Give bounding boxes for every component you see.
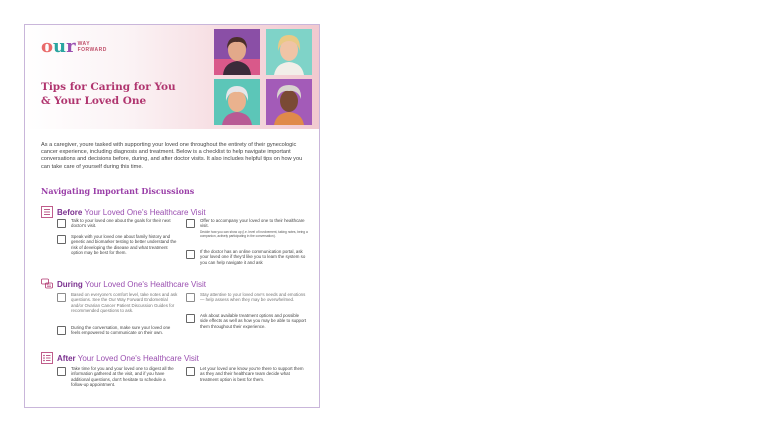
section-heading: Navigating Important Discussions — [41, 186, 195, 196]
checklist-item-text: Talk to your loved one about the goals for their next doctor's visit. — [71, 218, 171, 229]
checklist-item[interactable] — [57, 218, 179, 229]
checkbox[interactable] — [57, 367, 66, 376]
our-way-forward-logo — [41, 37, 107, 57]
checkbox[interactable] — [186, 219, 195, 228]
logo-forward: FORWARD — [77, 47, 107, 53]
checkbox[interactable] — [57, 219, 66, 228]
before-title: Your Loved One's Healthcare Visit — [82, 207, 206, 217]
intro-paragraph: As a caregiver, youre tasked with supporting your loved one throughout the entirety of their gynecologic cancer experience, including diagnosis and treatment. Below is a checklist to help navigate important conversations and decisions before, during, and after doctor visits. It also includes helpful tips on how you can take care of yourself during this time. — [41, 142, 303, 170]
page-title-line2: & Your Loved One — [41, 95, 147, 107]
checklist-icon — [41, 206, 53, 218]
page-title — [41, 80, 201, 108]
checklist-item[interactable] — [186, 249, 308, 271]
checklist-item-note: Decide how you can show up (i.e. level of involvement, taking notes, being a companion, actively participating in the conversation). — [200, 229, 308, 238]
checklist-item-text: If the doctor has an online communication portal, ask your loved one if they'd like you to learn the system so you can help navigate it and ask — [200, 249, 306, 265]
page-title-line1: Tips for Caring for You — [41, 81, 176, 93]
before-visit-heading — [41, 206, 206, 218]
portrait-woman-curly-hair — [266, 79, 312, 125]
checklist-item[interactable] — [57, 234, 179, 256]
before-label: Before — [57, 207, 83, 217]
checklist-item[interactable] — [186, 366, 308, 382]
checklist-item-text: Offer to accompany your loved one to their healthcare visit. — [200, 218, 305, 229]
checklist-item-text: Take time for you and your loved one to digest all the information gathered at the visit, and if you have additional questions, don't hesitate to schedule a follow-up appointment. — [71, 366, 174, 388]
checklist-item[interactable] — [186, 292, 308, 303]
header-banner — [25, 25, 319, 129]
checklist-item[interactable] — [57, 366, 179, 388]
checklist-item-text: Let your loved one know you're there to support them as they and their healthcare team decide what treatment option is best for them. — [200, 366, 304, 382]
checkbox[interactable] — [186, 250, 195, 259]
after-label: After — [57, 353, 76, 363]
checklist-item[interactable] — [186, 218, 308, 238]
checklist-item-text: Ask about available treatment options and possible side effects as well as how you may be able to support them throughout their experience. — [200, 313, 307, 329]
checkbox[interactable] — [186, 314, 195, 323]
document-page — [24, 24, 320, 408]
portrait-woman-blonde — [266, 29, 312, 75]
checklist-item-text: During the conversation, make sure your loved one feels empowered to communicate on their own. — [71, 325, 171, 336]
during-visit-heading — [41, 278, 206, 290]
portrait-woman-short-hair — [214, 29, 260, 75]
logo-way: WAY — [77, 41, 91, 47]
checkbox[interactable] — [57, 293, 66, 302]
checkbox[interactable] — [186, 367, 195, 376]
after-visit-heading — [41, 352, 199, 364]
checklist-item-text: Based on everyone's comfort level, take notes and ask questions. See the Our Way Forward Endometrial and/or Ovarian Cancer Patient Discussion Guides for recommended questions to ask. — [71, 292, 178, 314]
during-label: During — [57, 279, 83, 289]
after-title: Your Loved One's Healthcare Visit — [75, 353, 199, 363]
during-title: Your Loved One's Healthcare Visit — [82, 279, 207, 289]
checkbox[interactable] — [57, 326, 66, 335]
checklist-item[interactable] — [186, 313, 308, 329]
portrait-older-woman — [214, 79, 260, 125]
checklist-item[interactable] — [57, 325, 179, 336]
list-icon — [41, 352, 53, 364]
conversation-icon — [41, 278, 53, 290]
checklist-item[interactable] — [57, 292, 179, 320]
checkbox[interactable] — [57, 235, 66, 244]
checklist-item-text: Speak with your loved one about family history and genetic and biomarker testing to better understand the risk of developing the disease and what treatment option may be best for them. — [71, 234, 177, 256]
checkbox[interactable] — [186, 293, 195, 302]
logo-wordmark: our — [41, 36, 76, 57]
checklist-item-text: Stay attentive to your loved one's needs and emotions — help assess when they may be overwhelmed. — [200, 292, 306, 303]
